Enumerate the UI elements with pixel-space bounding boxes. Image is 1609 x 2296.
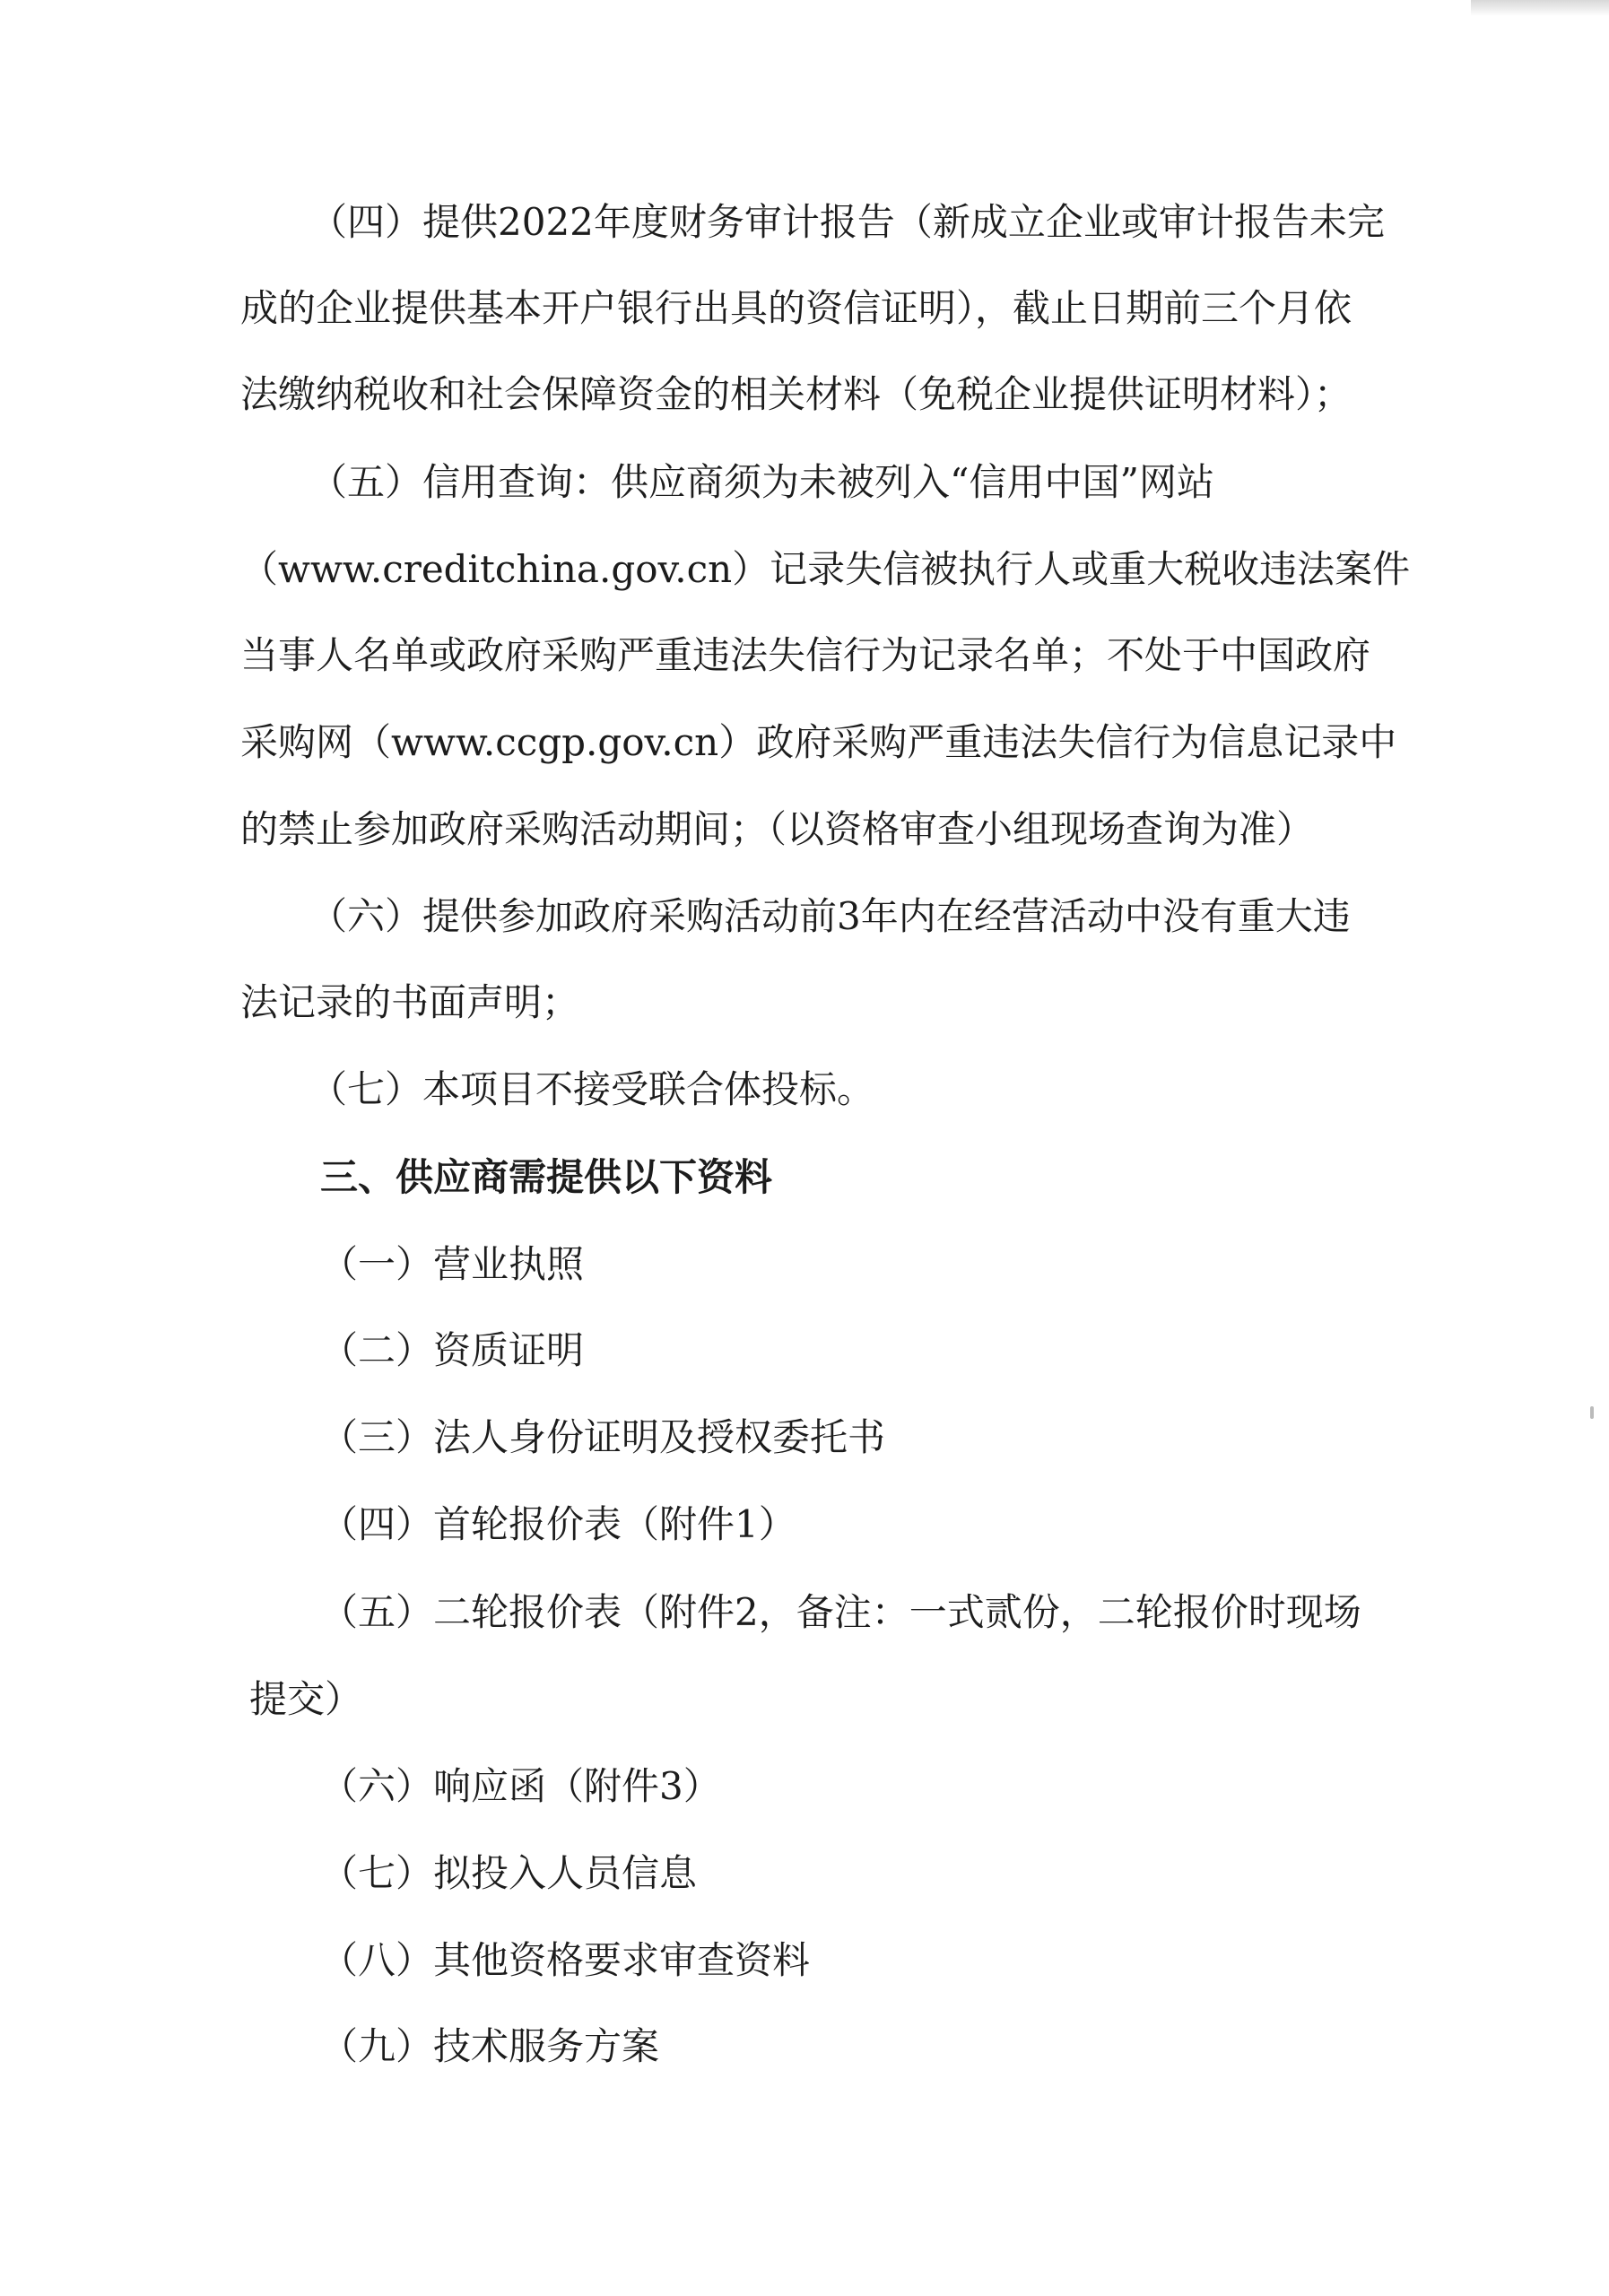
paragraph-line: 法记录的书面声明； xyxy=(240,980,580,1024)
list-item: （六）响应函（附件3） xyxy=(320,1764,721,1808)
list-item: （九）技术服务方案 xyxy=(320,2024,660,2068)
list-item: （五）二轮报价表（附件2，备注：一式贰份，二轮报价时现场 xyxy=(320,1590,1361,1634)
scan-speck xyxy=(1590,1406,1594,1419)
paragraph-line: （四）提供2022年度财务审计报告（新成立企业或审计报告未完 xyxy=(309,200,1385,244)
paragraph-line: 成的企业提供基本开户银行出具的资信证明），截止日期前三个月依 xyxy=(240,286,1352,330)
section-heading: 三、供应商需提供以下资料 xyxy=(320,1155,773,1199)
paragraph-line: 的禁止参加政府采购活动期间；（以资格审查小组现场查询为准） xyxy=(240,807,1315,851)
paragraph-line: 采购网（www.ccgp.gov.cn）政府采购严重违法失信行为信息记录中 xyxy=(240,720,1397,764)
list-item: （三）法人身份证明及授权委托书 xyxy=(320,1415,886,1459)
paragraph-line: 法缴纳税收和社会保障资金的相关材料（免税企业提供证明材料）； xyxy=(240,372,1352,416)
list-item: （四）首轮报价表（附件1） xyxy=(320,1502,796,1546)
list-item: （二）资质证明 xyxy=(320,1328,585,1372)
paragraph-line: （五）信用查询：供应商须为未被列入“信用中国”网站 xyxy=(309,460,1214,504)
list-item: （一）营业执照 xyxy=(320,1242,585,1286)
paragraph-line: 当事人名单或政府采购严重违法失信行为记录名单；不处于中国政府 xyxy=(240,633,1371,677)
list-item: （七）拟投入人员信息 xyxy=(320,1851,698,1895)
list-item: 提交） xyxy=(249,1677,363,1721)
paragraph-line: （七）本项目不接受联合体投标。 xyxy=(309,1067,875,1111)
paragraph-line: （www.creditchina.gov.cn）记录失信被执行人或重大税收违法案件 xyxy=(240,547,1411,591)
paragraph-line: （六）提供参加政府采购活动前3年内在经营活动中没有重大违 xyxy=(309,894,1351,938)
scan-shadow xyxy=(1471,0,1609,16)
list-item: （八）其他资格要求审查资料 xyxy=(320,1938,811,1982)
